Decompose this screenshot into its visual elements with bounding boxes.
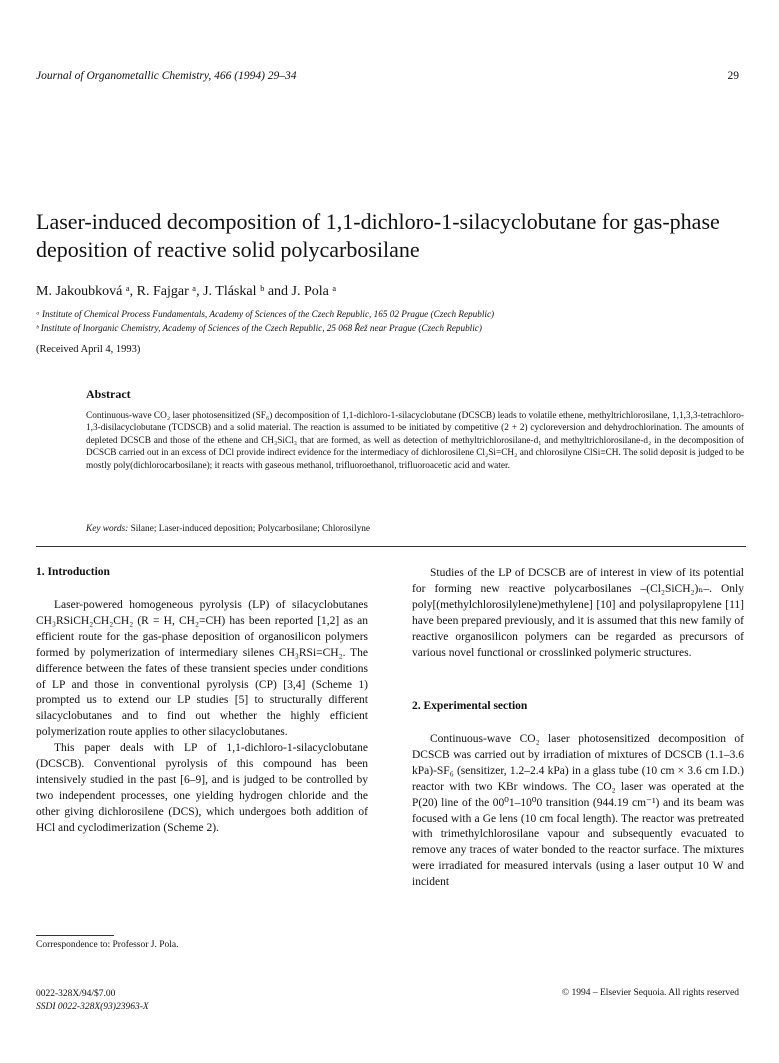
right-column-top bbox=[412, 566, 744, 661]
experimental-heading: 2. Experimental section bbox=[412, 700, 528, 712]
affiliation-b: ᵇ Institute of Inorganic Chemistry, Academy of Sciences of the Czech Republic, 25 068 Řež near Prague (Czech Republic) bbox=[36, 323, 482, 333]
intro-heading: 1. Introduction bbox=[36, 566, 110, 578]
experimental-paragraph-1: Continuous-wave CO₂ laser photosensitized decomposition of DCSCB was carried out by irradiation of mixtures of DCSCB (1.1–3.6 kPa)-SF₆ (sensitizer, 1.2–2.4 kPa) in a glass tube (10 cm × 3.6 cm I.D.) reactor with two KBr windows. The CO₂ laser was operated at the P(20) line of the 00⁰1–10⁰0 transition (944.19 cm⁻¹) and its beam was focused with a Ge lens (10 cm focal length). The reactor was pretreated with trimethylchlorosilane vapour and subsequently evacuated to remove any traces of water bonded to the reactor surface. The mixtures were irradiated for measured intervals (using a laser output 10 W and incident bbox=[412, 733, 744, 889]
abstract-text: Continuous-wave CO₂ laser photosensitized (SF₆) decomposition of 1,1-dichloro-1-silacyclobutane (DCSCB) leads to volatile ethene, methyltrichlorosilane, 1,1,3,3-tetrachloro-1,3-disilacyclobutane (TCDSCB) and a solid material. The reaction is assumed to be initiated by competitive (2 + 2) cycloreversion and dehydrochlorination. The amounts of depleted DCSCB and those of the ethene and CH₃SiCl₃ that are formed, as well as detection of methyltrichlorosilane-d₁ and methyltrichlorosilane-d₂ in the decomposition of DCSCB carried out in an excess of DCl provide indirect evidence for the intermediacy of dichlorosilene Cl₂Si=CH₂ and chlorosilyne ClSi≡CH. The solid deposit is judged to be mostly poly(dichlorocarbosilane); it reacts with gaseous methanol, trifluoroethanol, trifluoroacetic acid and water. bbox=[86, 411, 744, 471]
issn: 0022-328X/94/$7.00 bbox=[36, 989, 116, 999]
ssdi: SSDI 0022-328X(93)23963-X bbox=[36, 1002, 149, 1012]
right-paragraph-1: Studies of the LP of DCSCB are of interest in view of its potential for forming new reactive polycarbosilanes –(Cl₂SiCH₂)ₙ–. Only poly[(methylchlorosilylene)methylene] [10] and polysilapropylene [11] have been prepared previously, and it is assumed that this new family of reactive organosilicon polymers can be regarded as precursors of various novel functional or crosslinked polymeric structures. bbox=[412, 567, 744, 659]
keywords-label: Key words: bbox=[86, 524, 129, 534]
section-divider bbox=[36, 546, 746, 547]
intro-paragraph-1: Laser-powered homogeneous pyrolysis (LP) of silacyclobutanes CH₃RSiCH₂CH₂CH₂ (R = H, CH₂=CH) has been reported [1,2] as an efficient route for the gas-phase deposition of organosilicon polymers formed by polymerization of intermediary silenes CH₃RSi=CH₂. The difference between the fates of these transient species under conditions of LP and those in conventional pyrolysis (CP) [3,4] (Scheme 1) prompted us to extend our LP studies [5] to structurally different silacyclobutanes and to find out whether the highly efficient polymerization route applies to other silacyclobutanes. bbox=[36, 599, 368, 739]
correspondence-note: Correspondence to: Professor J. Pola. bbox=[36, 940, 179, 950]
received-date: (Received April 4, 1993) bbox=[36, 344, 141, 355]
right-column-bottom bbox=[412, 732, 744, 891]
copyright: © 1994 – Elsevier Sequoia. All rights reserved bbox=[561, 988, 739, 998]
abstract-heading: Abstract bbox=[86, 387, 131, 401]
affiliation-a: ᵃ Institute of Chemical Process Fundamentals, Academy of Sciences of the Czech Republic, 165 02 Prague (Czech Republic) bbox=[36, 309, 495, 319]
footnote-rule bbox=[36, 935, 114, 936]
keywords: Silane; Laser-induced deposition; Polycarbosilane; Chlorosilyne bbox=[130, 524, 371, 534]
intro-paragraph-2: This paper deals with LP of 1,1-dichloro-1-silacyclobutane (DCSCB). Conventional pyrolysis of this compound has been intensively studied in the past [6–9], and is judged to be controlled by two independent processes, one yielding hydrogen chloride and the other giving dichlorosilene (DCS), which undergoes both addition of HCl and cyclodimerization (Scheme 2). bbox=[36, 742, 368, 834]
article-title: Laser-induced decomposition of 1,1-dichloro-1-silacyclobutane for gas-phase deposition of reactive solid polycarbosilane bbox=[36, 209, 720, 262]
author-list: M. Jakoubková ᵃ, R. Fajgar ᵃ, J. Tláskal ᵇ and J. Pola ᵃ bbox=[36, 284, 337, 299]
journal-citation: Journal of Organometallic Chemistry, 466 (1994) 29–34 bbox=[36, 70, 297, 82]
keywords-line bbox=[86, 524, 370, 534]
page-number: 29 bbox=[727, 70, 739, 82]
left-column bbox=[36, 598, 368, 837]
issn-block bbox=[36, 988, 149, 1014]
